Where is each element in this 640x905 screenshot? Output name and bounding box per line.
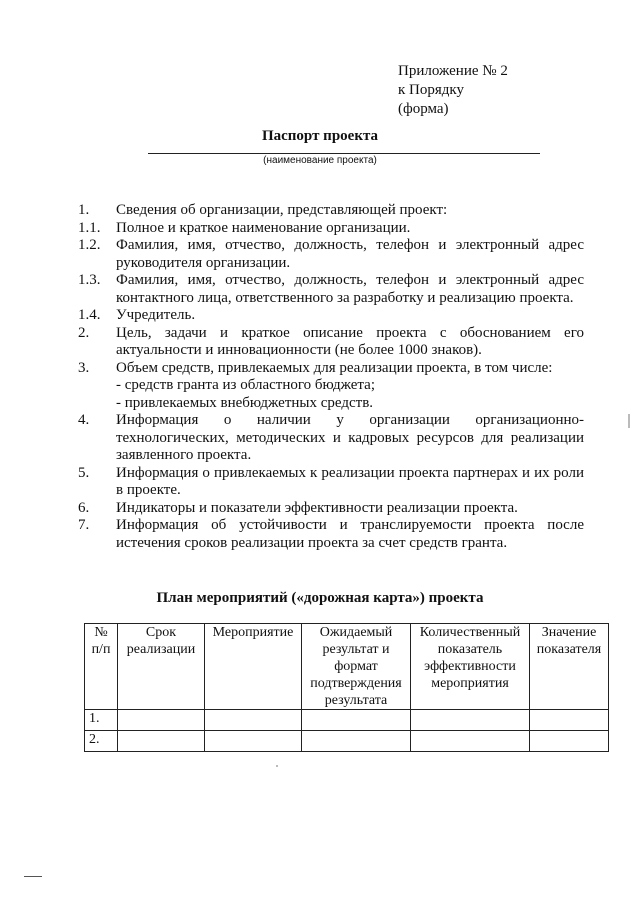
col-header-value: Значение показателя [530, 624, 609, 710]
item-text: Индикаторы и показатели эффективности реализации проекта. [116, 499, 518, 516]
item-number: 1.1. [78, 219, 101, 236]
appendix-number: Приложение № 2 [398, 63, 508, 79]
table-row [85, 731, 609, 752]
col-header-indicator: Количественный показатель эффективности мероприятия [411, 624, 530, 710]
table-cell [302, 710, 411, 731]
scan-mark [276, 765, 278, 767]
project-name-line [148, 153, 540, 154]
table-cell [118, 710, 205, 731]
list-item [78, 307, 584, 325]
item-text: Сведения об организации, представляющей проект: [116, 202, 448, 218]
list-item [78, 202, 584, 220]
appendix-reference: к Порядку [398, 82, 464, 98]
passport-items-list [78, 202, 584, 552]
item-text: Объем средств, привлекаемых для реализации проекта, в том числе: [116, 359, 553, 376]
item-number: 1.3. [78, 272, 101, 288]
item-text: Цель, задачи и краткое описание проекта с обоснованием его актуальности и инновационности (не более 1000 знаков). [116, 324, 584, 358]
col-header-activity: Мероприятие [205, 624, 302, 710]
item-number: 7. [78, 517, 90, 533]
appendix-header [398, 62, 508, 119]
project-name-caption: (наименование проекта) [263, 155, 377, 166]
table-row [85, 710, 609, 731]
table-cell [302, 731, 411, 752]
list-item [78, 500, 584, 518]
row-number: 1. [85, 710, 118, 731]
item-text: Фамилия, имя, отчество, должность, телефон и электронный адрес контактного лица, ответственного за разработку и реализацию проекта. [116, 272, 584, 306]
list-item [78, 325, 584, 360]
roadmap-table [84, 623, 609, 752]
table-cell [530, 710, 609, 731]
scan-mark [628, 414, 630, 428]
item-text: Информация о привлекаемых к реализации проекта партнерах и их роли в проекте. [116, 464, 584, 498]
item-number: 1.4. [78, 307, 101, 323]
list-item [78, 237, 584, 272]
item-number: 1.2. [78, 237, 101, 253]
item-number: 3. [78, 359, 90, 376]
list-item [78, 465, 584, 500]
item-number: 6. [78, 499, 90, 516]
item-number: 5. [78, 464, 90, 481]
item-text: Полное и краткое наименование организации. [116, 219, 411, 236]
item-text: Информация о наличии у организации организационно-технологических, методических и кадровых ресурсов для реализации заявленного проекта. [116, 412, 584, 463]
item-number: 2. [78, 324, 90, 341]
item-number: 4. [78, 412, 90, 428]
table-cell [530, 731, 609, 752]
passport-title: Паспорт проекта [261, 128, 379, 144]
plan-title: План мероприятий («дорожная карта») проекта [156, 590, 484, 606]
list-item [78, 360, 584, 413]
appendix-form-label: (форма) [398, 101, 449, 117]
list-item [78, 412, 584, 465]
table-cell [118, 731, 205, 752]
table-header-row [85, 624, 609, 710]
item-text: Учредитель. [116, 307, 196, 323]
table-cell [411, 710, 530, 731]
col-header-number: № п/п [85, 624, 118, 710]
table-cell [205, 710, 302, 731]
item-text-block [116, 360, 584, 413]
item-text: Фамилия, имя, отчество, должность, телефон и электронный адрес руководителя организации. [116, 237, 584, 271]
list-item [78, 220, 584, 238]
list-item [78, 517, 584, 552]
col-header-term: Срок реализации [118, 624, 205, 710]
table-cell [205, 731, 302, 752]
scan-mark [24, 876, 42, 877]
item-number: 1. [78, 202, 90, 218]
item-subtext: - привлекаемых внебюджетных средств. [116, 394, 374, 411]
list-item [78, 272, 584, 307]
table-cell [411, 731, 530, 752]
item-text: Информация об устойчивости и транслируемости проекта после истечения сроков реализации проекта за счет средств гранта. [116, 517, 584, 551]
item-subtext: - средств гранта из областного бюджета; [116, 377, 375, 393]
row-number: 2. [85, 731, 118, 752]
col-header-expected-result: Ожидаемый результат и формат подтверждения результата [302, 624, 411, 710]
